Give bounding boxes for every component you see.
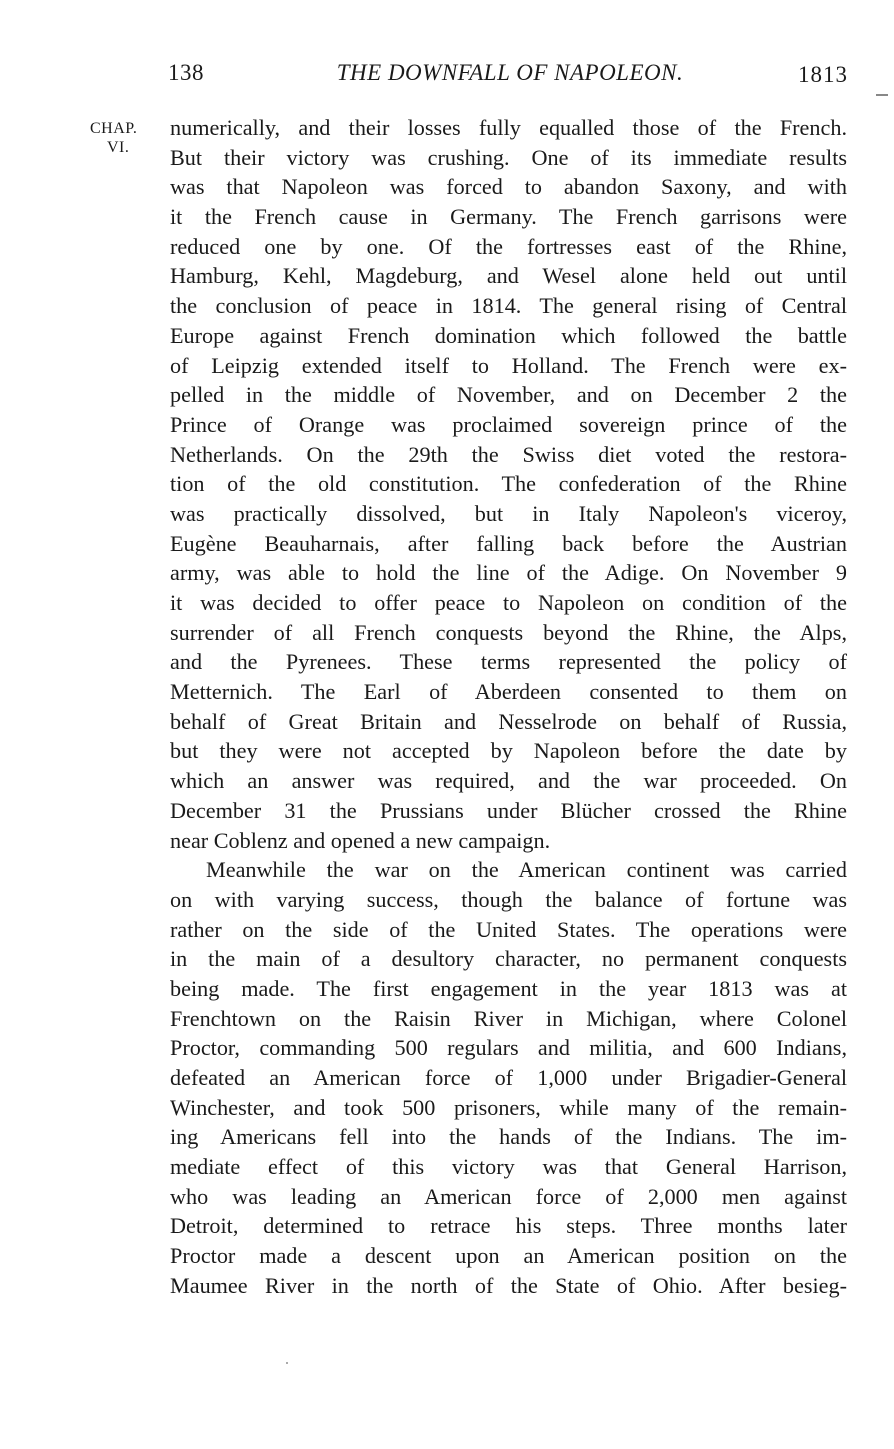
text-line: Europe against French domination which followed the battle — [170, 322, 847, 348]
text-line: surrender of all French conquests beyond the Rhine, the Alps, — [170, 619, 847, 645]
chapter-number: VI. — [107, 139, 130, 156]
text-line: but they were not accepted by Napoleon before the date by — [170, 738, 847, 764]
text-line: Eugène Beauharnais, after falling back before the Austrian — [170, 530, 847, 556]
running-head — [168, 60, 852, 96]
paragraph-2 — [170, 855, 847, 1300]
chapter-label: CHAP. — [90, 120, 138, 137]
running-head-year: 1813 — [798, 62, 848, 87]
text-line: December 31 the Prussians under Blücher crossed the Rhine — [170, 797, 847, 823]
book-title: THE DOWNFALL OF NAPOLEON. — [336, 60, 684, 85]
text-line: army, was able to hold the line of the Adige. On November 9 — [170, 560, 847, 586]
text-line: defeated an American force of 1,000 under Brigadier-General — [170, 1065, 847, 1090]
text-line: Proctor, commanding 500 regulars and militia, and 600 Indians, — [170, 1035, 847, 1061]
text-line: Hamburg, Kehl, Magdeburg, and Wesel alone held out until — [170, 263, 847, 289]
text-line: on with varying success, though the balance of fortune was — [170, 886, 847, 912]
text-line: But their victory was crushing. One of its immediate results — [170, 144, 847, 170]
text-line: rather on the side of the United States. The operations were — [170, 916, 847, 942]
text-line: in the main of a desultory character, no permanent conquests — [170, 946, 847, 972]
text-line: Winchester, and took 500 prisoners, while many of the remain- — [170, 1094, 847, 1120]
text-line: Detroit, determined to retrace his steps. Three months later — [170, 1213, 847, 1239]
text-line: Meanwhile the war on the American continent was carried — [206, 857, 847, 883]
body-text — [170, 113, 847, 1301]
text-line: who was leading an American force of 2,000 men against — [170, 1183, 847, 1209]
text-line: mediate effect of this victory was that General Harrison, — [170, 1154, 847, 1180]
text-line: numerically, and their losses fully equalled those of the French. — [170, 115, 847, 140]
text-line: ing Americans fell into the hands of the Indians. The im- — [170, 1124, 847, 1150]
text-line: the conclusion of peace in 1814. The general rising of Central — [170, 293, 847, 319]
text-line: pelled in the middle of November, and on December 2 the — [170, 382, 847, 408]
text-line: Maumee River in the north of the State of Ohio. After besieg- — [170, 1272, 847, 1298]
text-line: which an answer was required, and the war proceeded. On — [170, 768, 847, 794]
text-line: Prince of Orange was proclaimed sovereign prince of the — [170, 411, 847, 437]
text-line: was that Napoleon was forced to abandon Saxony, and with — [170, 174, 847, 200]
text-line: it was decided to offer peace to Napoleon on condition of the — [170, 590, 847, 615]
text-line: and the Pyrenees. These terms represented the policy of — [170, 649, 847, 675]
text-line: Proctor made a descent upon an American position on the — [170, 1243, 847, 1269]
text-line: of Leipzig extended itself to Holland. The French were ex- — [170, 352, 847, 378]
text-line: tion of the old constitution. The confederation of the Rhine — [170, 471, 847, 497]
text-line: Metternich. The Earl of Aberdeen consented to them on — [170, 679, 847, 705]
edge-mark — [876, 94, 888, 96]
speck-mark — [286, 1362, 288, 1364]
text-line: behalf of Great Britain and Nesselrode on behalf of Russia, — [170, 708, 847, 734]
page-number: 138 — [168, 60, 204, 85]
text-line: Frenchtown on the Raisin River in Michigan, where Colonel — [170, 1005, 847, 1031]
text-line: being made. The first engagement in the year 1813 was at — [170, 975, 847, 1001]
text-line: reduced one by one. Of the fortresses east of the Rhine, — [170, 233, 847, 259]
text-line: Netherlands. On the 29th the Swiss diet voted the restora- — [170, 441, 847, 467]
text-line: it the French cause in Germany. The French garrisons were — [170, 204, 847, 230]
text-line: was practically dissolved, but in Italy Napoleon's viceroy, — [170, 500, 847, 526]
chapter-margin-note — [90, 119, 170, 157]
text-line: near Coblenz and opened a new campaign. — [170, 827, 551, 853]
paragraph-1 — [170, 113, 847, 855]
